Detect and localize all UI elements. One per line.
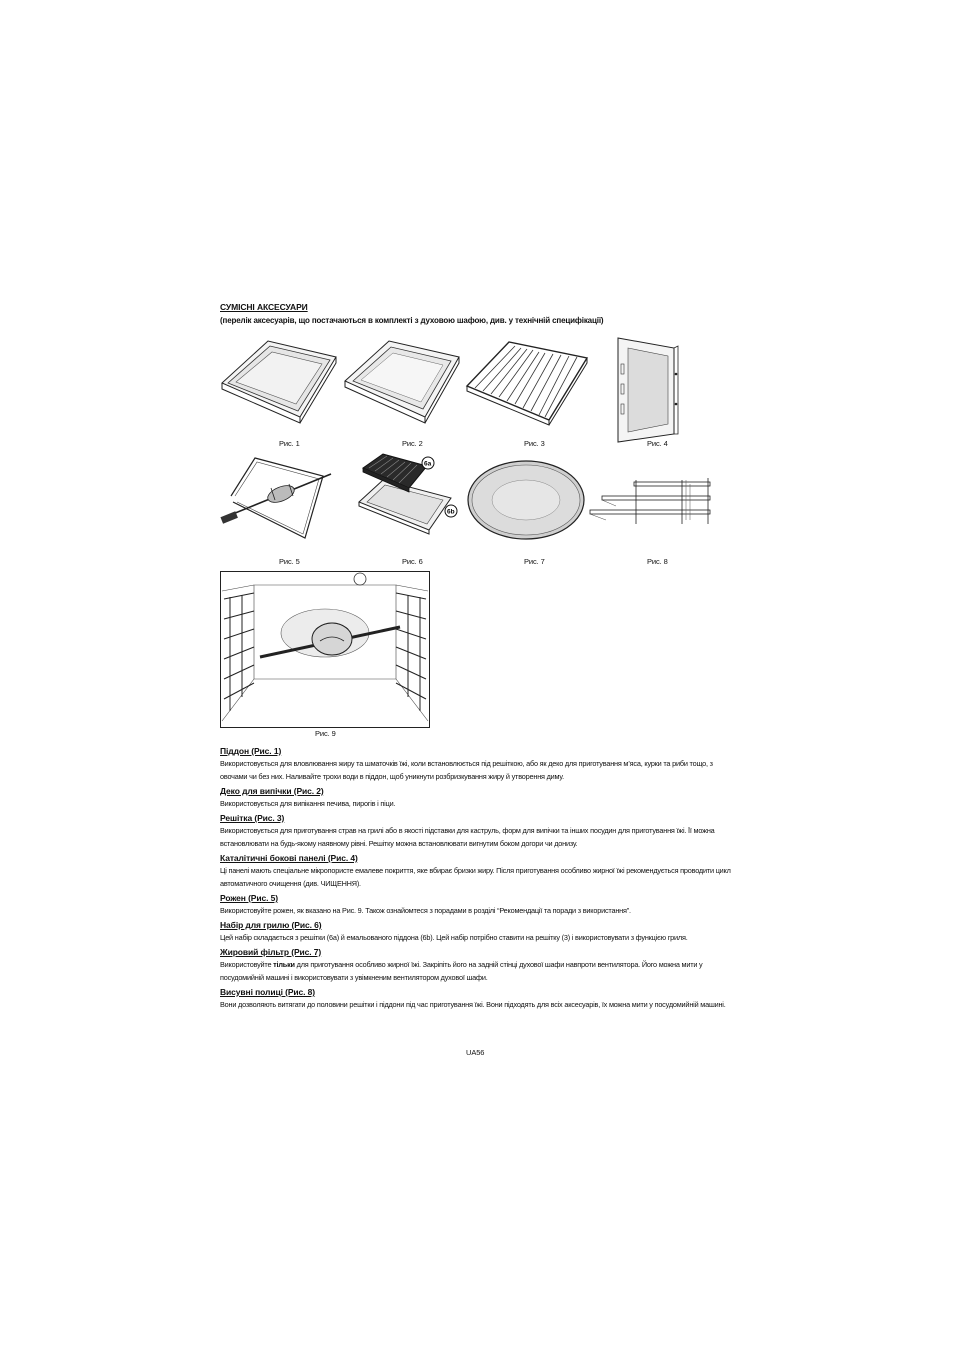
wire-shelf-figure	[465, 338, 590, 426]
section-title: Рожен (Рис. 5)	[220, 893, 279, 903]
catalytic-panel-icon	[612, 334, 687, 444]
section-title: Піддон (Рис. 1)	[220, 746, 282, 756]
section-rotisserie	[220, 892, 735, 918]
section-subheading: (перелік аксесуарів, що постачаються в комплекті з духовою шафою, див. у технічній специфікації)	[220, 316, 604, 325]
section-title: Решітка (Рис. 3)	[220, 813, 285, 823]
grill-set-icon	[353, 450, 463, 536]
grill-set-figure	[353, 450, 463, 536]
figure-caption: Рис. 9	[315, 729, 336, 738]
figure-caption: Рис. 2	[402, 439, 423, 448]
text-bold: тільки	[273, 960, 295, 969]
label-6a: 6a	[424, 460, 432, 468]
section-grease-filter	[220, 946, 735, 984]
figure-caption: Рис. 8	[647, 557, 668, 566]
section-catalytic-panels	[220, 852, 735, 890]
grease-filter-figure	[465, 458, 587, 542]
section-title: Каталітичні бокові панелі (Рис. 4)	[220, 853, 358, 863]
figure-caption: Рис. 6	[402, 557, 423, 566]
section-text	[220, 959, 735, 984]
catalytic-panel-figure	[612, 334, 687, 444]
section-text: Вони дозволяють витягати до половини решітки і піддони під час приготування їжі. Вони підходять для всіх аксесуарів, їх можна мити у посудомийній машині.	[220, 1000, 726, 1009]
figure-caption: Рис. 3	[524, 439, 545, 448]
section-text: Використовуйте рожен, як вказано на Рис. 9. Також ознайомтеся з порадами в розділі “Рекомендації та поради з використання”.	[220, 906, 631, 915]
section-title: Деко для випічки (Рис. 2)	[220, 786, 324, 796]
sliding-shelves-icon	[586, 476, 714, 528]
sliding-shelves-figure	[586, 476, 714, 528]
page-number: UA56	[466, 1048, 485, 1057]
section-text: Ці панелі мають спеціальне мікропористе емалеве покриття, яке вбирає бризки жиру. Після приготування особливо жирної їжі рекомендується проводити цикл автоматичного очищення (див. ЧИЩЕННЯ).	[220, 866, 731, 888]
section-drip-tray	[220, 745, 735, 783]
drip-tray-figure	[220, 335, 338, 425]
section-text: Цей набір складається з решітки (6a) й емальованого піддона (6b). Цей набір потрібно ставити на решітку (3) і використовувати з функцією гриля.	[220, 933, 688, 942]
section-title: Набір для грилю (Рис. 6)	[220, 920, 322, 930]
section-wire-shelf	[220, 812, 735, 850]
section-baking-tray	[220, 785, 735, 811]
figure-caption: Рис. 1	[279, 439, 300, 448]
wire-shelf-icon	[465, 338, 590, 426]
grease-filter-icon	[465, 458, 587, 542]
oven-interior-icon	[220, 571, 430, 728]
label-6b: 6b	[447, 508, 455, 516]
figure-caption: Рис. 7	[524, 557, 545, 566]
section-text: Використовується для вловлювання жиру та шматочків їжі, коли встановлюється під решіткою, або як деко для приготування м’яса, курки та риби тощо, з овочами чи без них. Наливайте трохи води в піддон, щоб уникнути розбризкування жиру й утворення диму.	[220, 759, 713, 781]
baking-tray-figure	[343, 335, 461, 425]
rotisserie-icon	[219, 452, 344, 544]
text-before: Використовуйте	[220, 960, 274, 969]
section-title: Висувні полиці (Рис. 8)	[220, 987, 316, 997]
section-title: Жировий фільтр (Рис. 7)	[220, 947, 322, 957]
baking-tray-icon	[343, 335, 461, 425]
section-text: Використовується для випікання печива, пирогів і піци.	[220, 799, 396, 808]
text-after: для приготування особливо жирної їжі. Закріпіть його на задній стінці духової шафи навпроти вентилятора. Його можна мити у посудомийній машині і використовувати з увімкненим вентилятором духової шафи.	[220, 960, 703, 982]
rotisserie-figure	[219, 452, 344, 544]
section-heading: СУМІСНІ АКСЕСУАРИ	[220, 302, 308, 312]
oven-interior-figure	[220, 571, 430, 728]
section-text: Використовується для приготування страв на грилі або в якості підставки для каструль, форм для випічки та інших посудин для приготування їжі. Її можна встановлювати на будь-якому наявному рівні. Решітку можна встановлювати вигнутим боком догори чи донизу.	[220, 826, 715, 848]
section-grill-set	[220, 919, 735, 945]
figure-caption: Рис. 5	[279, 557, 300, 566]
drip-tray-icon	[220, 335, 338, 425]
figure-caption: Рис. 4	[647, 439, 668, 448]
section-sliding-shelves	[220, 986, 735, 1012]
